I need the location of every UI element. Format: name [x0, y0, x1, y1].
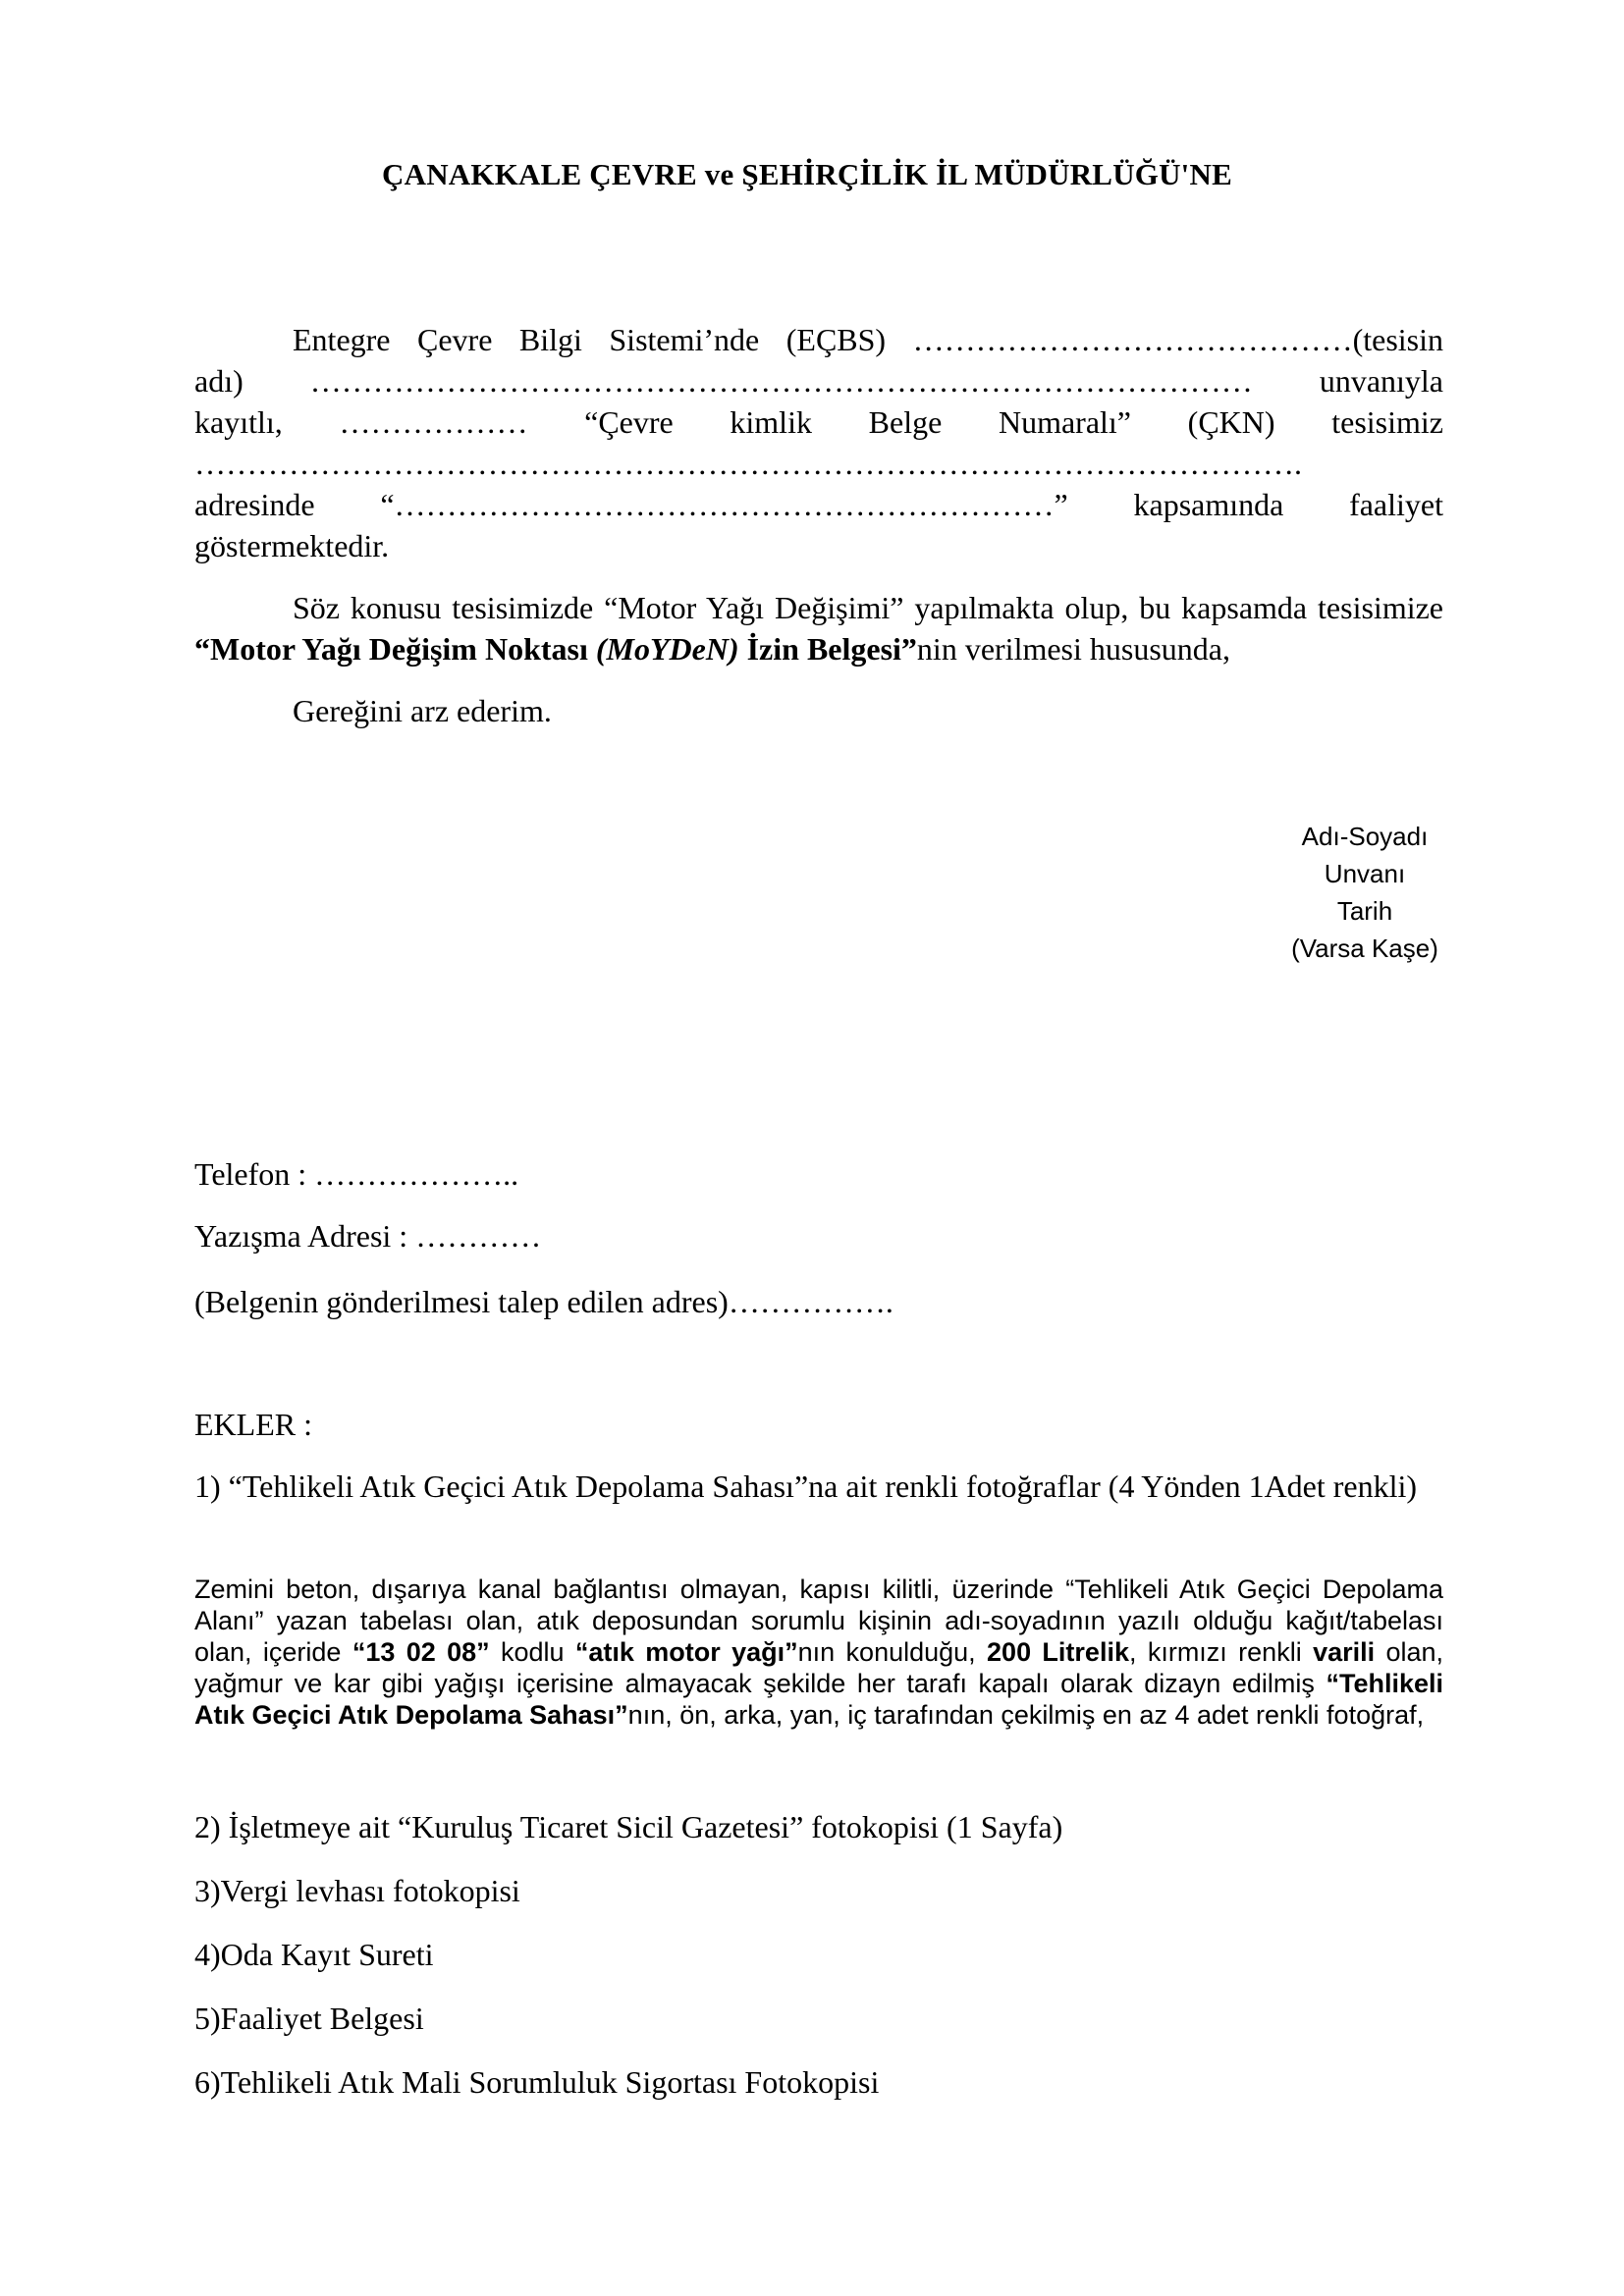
storage-area-name: “Tehlikeli Atık Geçici Atık Depolama Sahası”: [194, 1669, 1443, 1730]
attachment-3: 3)Vergi levhası fotokopisi: [194, 1873, 520, 1908]
note-text: , kırmızı renkli: [1128, 1637, 1314, 1667]
intro-line-4: …………………………………………………………………………………………….: [194, 446, 1302, 481]
barrel-word: varili: [1313, 1637, 1376, 1667]
request-paragraph: [194, 587, 1443, 669]
intro-line-5: adresinde “………………………………………………………” kapsamında faaliyet: [194, 487, 1443, 522]
attachment-4: 4)Oda Kayıt Sureti: [194, 1937, 434, 1972]
note-text: nın konulduğu,: [797, 1637, 988, 1667]
note-text: kodlu: [489, 1637, 575, 1667]
attachments-heading: EKLER :: [194, 1407, 312, 1442]
address-line: Yazışma Adresi : …………: [194, 1218, 542, 1254]
signature-name: Adı-Soyadı: [1301, 822, 1429, 851]
permit-name: “Motor Yağı Değişim Noktası: [194, 631, 596, 667]
attachment-5: 5)Faaliyet Belgesi: [194, 2001, 424, 2036]
barrel-volume: 200 Litrelik: [987, 1637, 1129, 1667]
delivery-address-line: (Belgenin gönderilmesi talep edilen adres)…………….: [194, 1284, 893, 1319]
signature-date: Tarih: [1336, 896, 1393, 926]
page-title: [0, 157, 1624, 192]
attachment-6: 6)Tehlikeli Atık Mali Sorumluluk Sigortası Fotokopisi: [194, 2064, 880, 2100]
signature-title: Unvanı: [1324, 859, 1406, 888]
request-text-end: nin verilmesi hususunda,: [916, 631, 1230, 667]
request-text: Söz konusu tesisimizde “Motor Yağı Değişimi” yapılmakta olup, bu kapsamda tesisimize: [293, 590, 1443, 625]
intro-line-6: göstermektedir.: [194, 528, 390, 563]
signature-stamp: (Varsa Kaşe): [1291, 934, 1438, 963]
note-text: nın, ön, arka, yan, iç tarafından çekilmiş en az 4 adet renkli fotoğraf,: [627, 1700, 1425, 1730]
waste-type: “atık motor yağı”: [574, 1637, 798, 1667]
closing-text: Gereğini arz ederim.: [293, 693, 552, 728]
permit-abbr: (MoYDeN): [595, 631, 739, 667]
intro-line-2: adı) ……………………………………………………………………………… unvanıyla: [194, 363, 1443, 399]
waste-code: “13 02 08”: [352, 1637, 490, 1667]
attachment-1: 1) “Tehlikeli Atık Geçici Atık Depolama Sahası”na ait renkli fotoğraflar (4 Yönden 1Adet renkli): [194, 1468, 1418, 1504]
page-title-text: ÇANAKKALE ÇEVRE ve ŞEHİRÇİLİK İL MÜDÜRLÜĞÜ'NE: [382, 157, 1232, 191]
note-text: Zemini beton, dışarıya kanal bağlantısı olmayan, kapısı kilitli, üzerinde “Tehlikeli Atık Geçici Depolama Alanı” yazan tabelası olan, atık deposundan sorumlu kişinin adı-soyadının yazılı olduğu kağıt/tabelası olan, içeride: [194, 1575, 1443, 1667]
permit-name-end: İzin Belgesi”: [738, 631, 917, 667]
signature-block: [1267, 818, 1463, 967]
note-text: olan, yağmur ve kar gibi yağışı içerisine almayacak şekilde her tarafı kapalı olarak dizayn edilmiş: [194, 1637, 1444, 1698]
attachment-1-note: [194, 1574, 1443, 1731]
phone-line: Telefon : ………………..: [194, 1156, 519, 1192]
attachment-2: 2) İşletmeye ait “Kuruluş Ticaret Sicil Gazetesi” fotokopisi (1 Sayfa): [194, 1809, 1063, 1844]
intro-line-3: kayıtlı, ……………… “Çevre kimlik Belge Numaralı” (ÇKN) tesisimiz: [194, 404, 1443, 440]
intro-line-1: Entegre Çevre Bilgi Sistemi’nde (EÇBS) ……………………………………(tesisin: [293, 322, 1443, 357]
